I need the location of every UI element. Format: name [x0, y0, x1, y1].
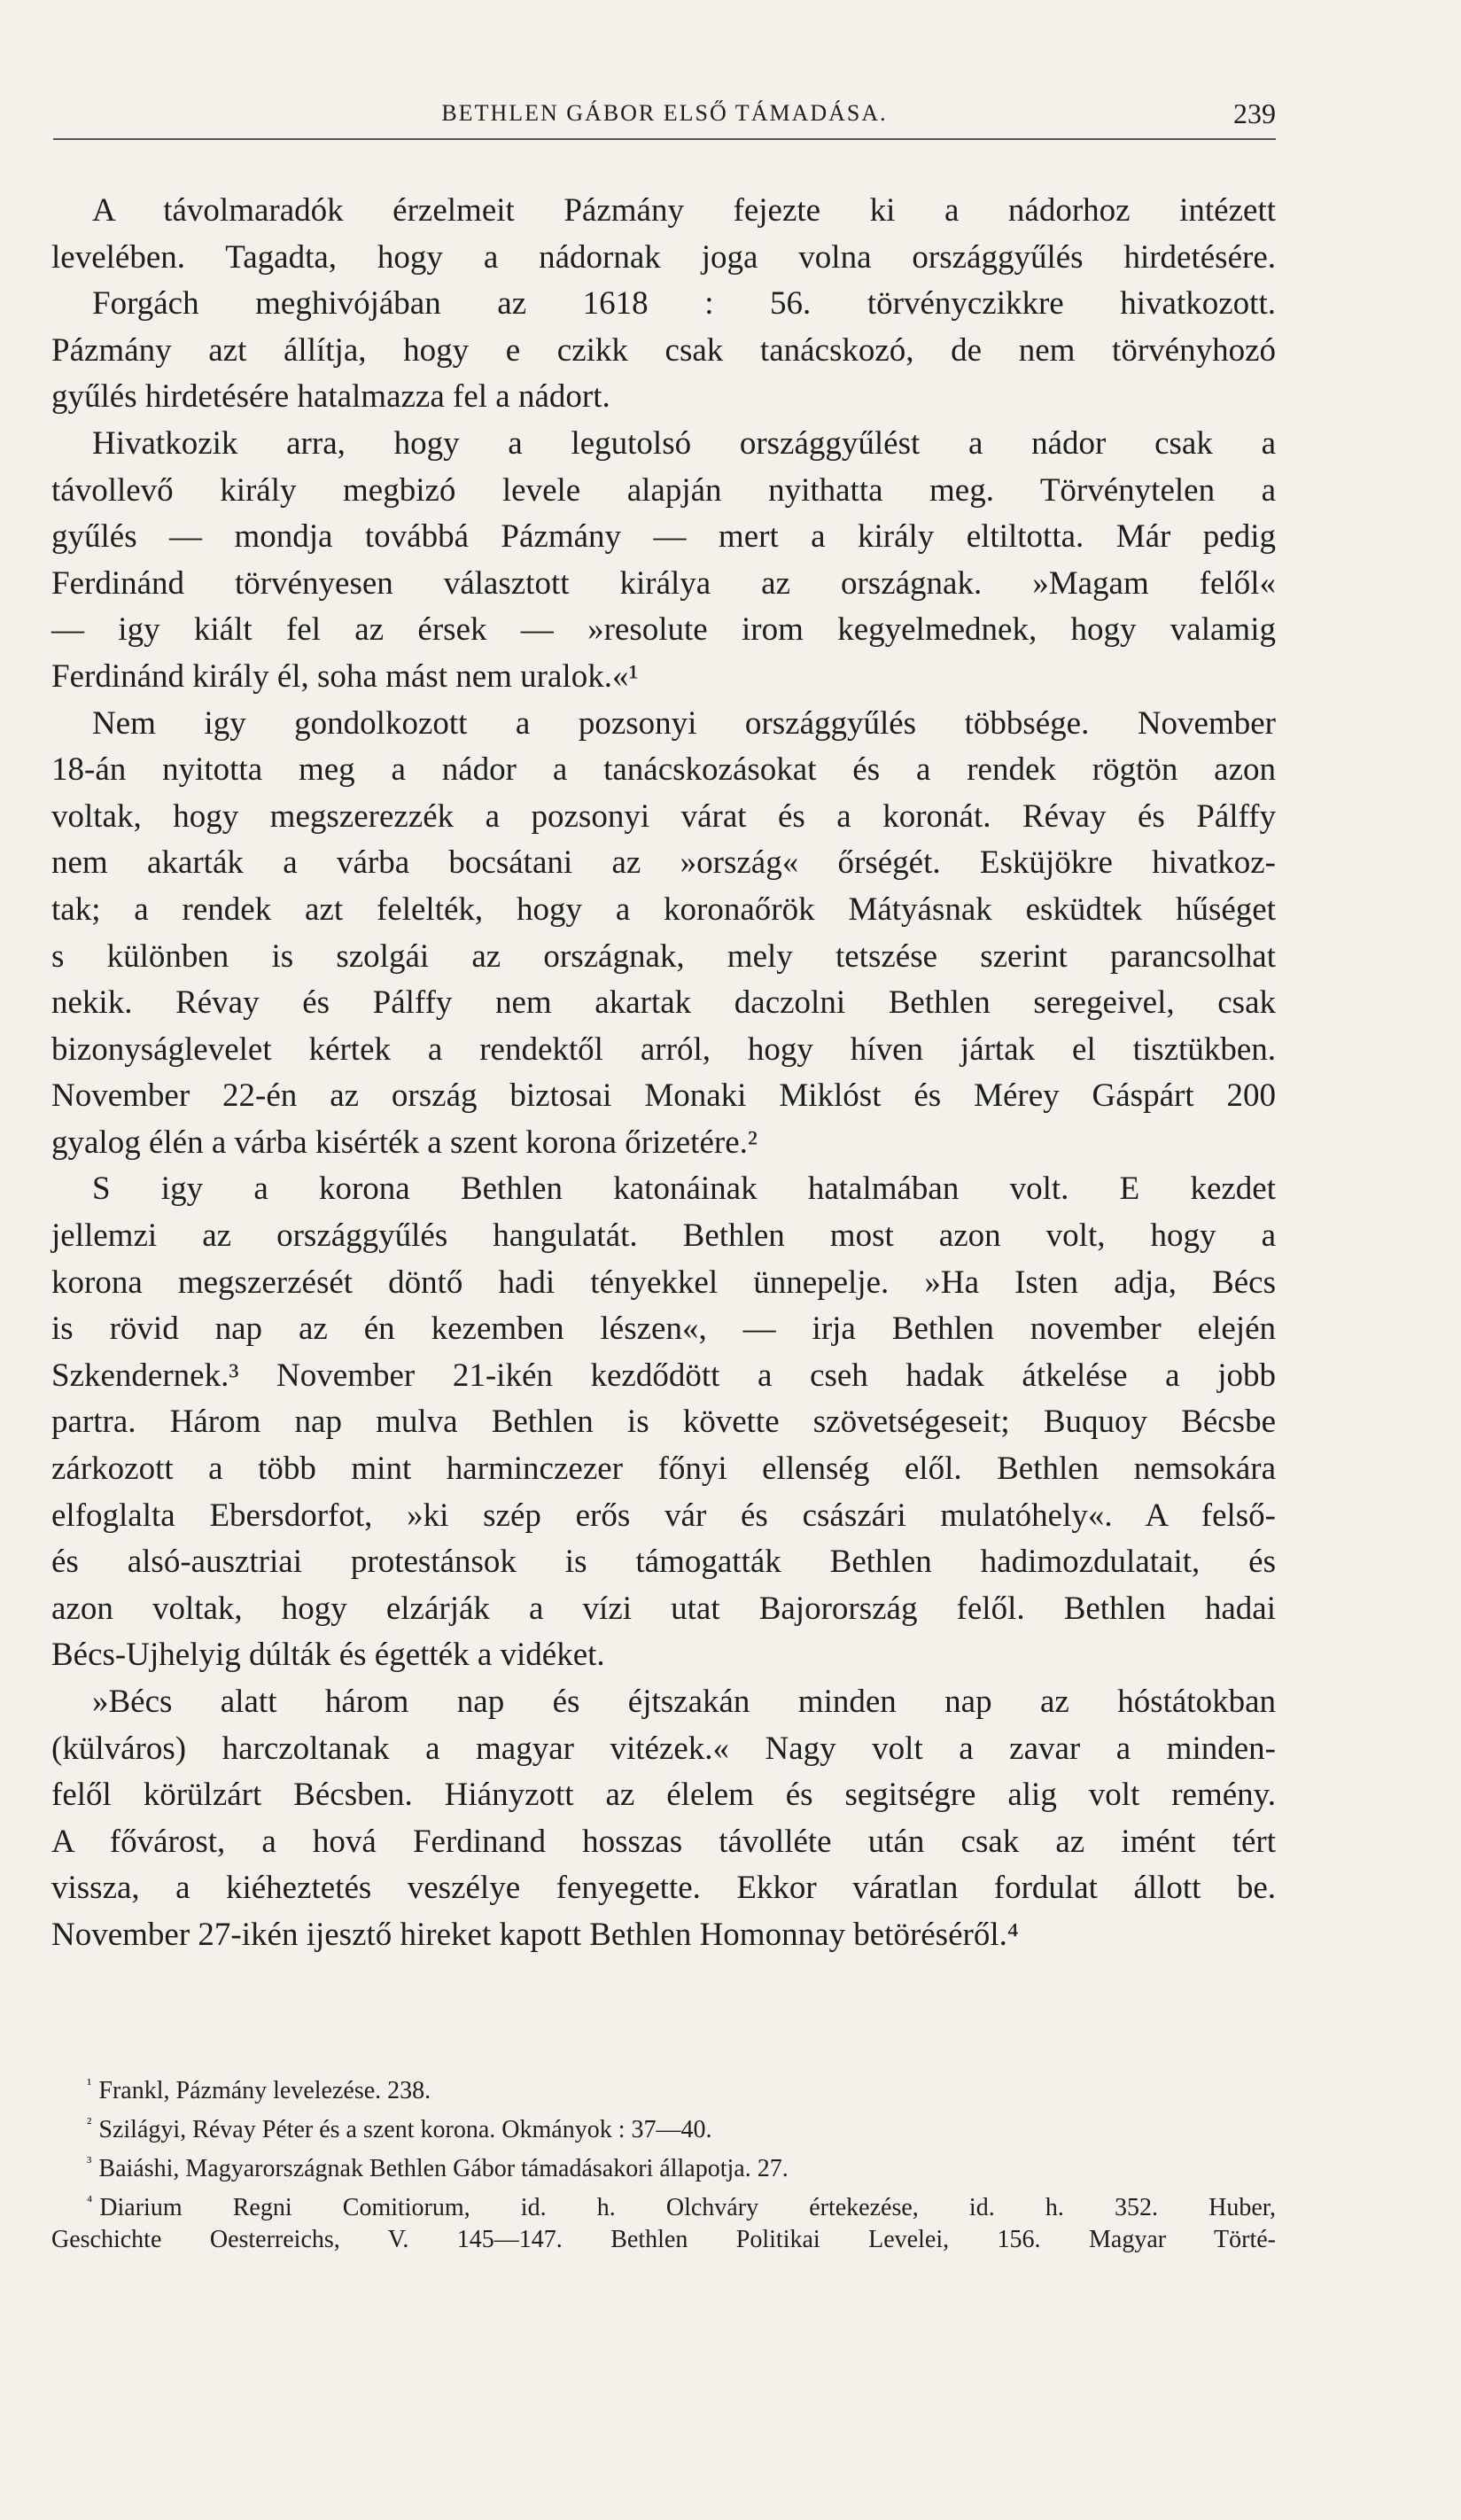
- text-line: A távolmaradók érzelmeit Pázmány fejezte ki a nádorhoz intézett: [92, 192, 1276, 229]
- text-line: November 22-én az ország biztosai Monaki Miklóst és Mérey Gáspárt 200: [51, 1077, 1276, 1115]
- text-line: zárkozott a több mint harminczezer főnyi ellenség elől. Bethlen nemsokára: [51, 1451, 1276, 1488]
- page-number: 239: [1233, 97, 1276, 129]
- text-line: gyalog élén a várba kisérték a szent korona őrizetére.²: [51, 1124, 758, 1161]
- text-line: is rövid nap az én kezemben lészen«, — irja Bethlen november elején: [51, 1311, 1276, 1348]
- text-line: Hivatkozik arra, hogy a legutolsó országgyűlést a nádor csak a: [92, 424, 1276, 462]
- text-line: azon voltak, hogy elzárják a vízi utat Bajorország felől. Bethlen hadai: [51, 1590, 1276, 1627]
- text-line: levelében. Tagadta, hogy a nádornak joga volna országgyűlés hirdetésére.: [51, 238, 1276, 276]
- text-line: tak; a rendek azt felelték, hogy a koronaőrök Mátyásnak esküdtek hűséget: [51, 891, 1276, 928]
- body-text: [51, 188, 1276, 1959]
- text-line: Ferdinánd király él, soha mást nem uralok.«¹: [51, 657, 639, 695]
- footnote-text: Szilágyi, Révay Péter és a szent korona. Okmányok : 37—40.: [98, 2116, 712, 2143]
- text-line: s különben is szolgái az országnak, mely tetszése szerint parancsolhat: [51, 937, 1276, 975]
- text-line: voltak, hogy megszerezzék a pozsonyi várat és a koronát. Révay és Pálffy: [51, 797, 1276, 835]
- footnote: [51, 2221, 1276, 2259]
- footnote-marker: ¹: [87, 2075, 92, 2093]
- footnotes: [51, 2065, 1276, 2259]
- footnote-marker: ³: [87, 2153, 92, 2171]
- text-line: S igy a korona Bethlen katonáinak hatalmában volt. E kezdet: [92, 1171, 1276, 1208]
- text-line: partra. Három nap mulva Bethlen is követte szövetségeseit; Buquoy Bécsbe: [51, 1404, 1276, 1441]
- text-line: felől körülzárt Bécsben. Hiányzott az élelem és segitségre alig volt remény.: [51, 1777, 1276, 1814]
- text-line: Forgách meghivójában az 1618 : 56. törvényczikkre hivatkozott.: [92, 285, 1276, 323]
- footnote-text: Geschichte Oesterreichs, V. 145—147. Bethlen Politikai Levelei, 156. Magyar Törté-: [51, 2226, 1276, 2253]
- text-line: — igy kiált fel az érsek — »resolute irom kegyelmednek, hogy valamig: [51, 611, 1276, 649]
- text-line: és alsó-ausztriai protestánsok is támogatták Bethlen hadimozdulatait, és: [51, 1544, 1276, 1581]
- text-line: gyűlés hirdetésére hatalmazza fel a nádort.: [51, 378, 610, 416]
- text-line: jellemzi az országgyűlés hangulatát. Bethlen most azon volt, hogy a: [51, 1217, 1276, 1255]
- footnote: [51, 2104, 1276, 2143]
- text-line: A fővárost, a hová Ferdinand hosszas távolléte után csak az imént tért: [51, 1823, 1276, 1860]
- text-line: 18-án nyitotta meg a nádor a tanácskozásokat és a rendek rögtön azon: [51, 751, 1276, 789]
- text-line: November 27-ikén ijesztő hireket kapott Bethlen Homonnay betöréséről.⁴: [51, 1916, 1019, 1953]
- footnote-text: Diarium Regni Comitiorum, id. h. Olchváry értekezése, id. h. 352. Huber,: [99, 2194, 1276, 2221]
- footnote: [51, 2143, 1276, 2182]
- text-line: elfoglalta Ebersdorfot, »ki szép erős vár és császári mulatóhely«. A felső-: [51, 1497, 1276, 1534]
- text-line: vissza, a kiéheztetés veszélye fenyegette. Ekkor váratlan fordulat állott be.: [51, 1870, 1276, 1907]
- footnote-text: Frankl, Pázmány levelezése. 238.: [98, 2077, 431, 2104]
- text-line: Ferdinánd törvényesen választott királya az országnak. »Magam felől«: [51, 564, 1276, 602]
- running-head: [53, 96, 1276, 131]
- text-line: Bécs-Ujhelyig dúlták és égették a vidéket.: [51, 1637, 605, 1674]
- text-line: bizonyságlevelet kértek a rendektől arról, hogy híven jártak el tisztükben.: [51, 1031, 1276, 1068]
- text-line: távollevő király megbizó levele alapján nyithatta meg. Törvénytelen a: [51, 471, 1276, 509]
- footnote: [51, 2065, 1276, 2104]
- text-line: korona megszerzését döntő hadi tényekkel ünnepelje. »Ha Isten adja, Bécs: [51, 1264, 1276, 1301]
- running-title: BETHLEN GÁBOR ELSŐ TÁMADÁSA.: [441, 100, 888, 126]
- text-line: Nem igy gondolkozott a pozsonyi országgyűlés többsége. November: [92, 704, 1276, 742]
- text-line: nem akarták a várba bocsátani az »ország« őrségét. Esküjökre hivatkoz-: [51, 844, 1276, 882]
- header-rule: [53, 138, 1276, 140]
- footnote-text: Baiáshi, Magyarországnak Bethlen Gábor támadásakori állapotja. 27.: [98, 2155, 789, 2182]
- footnote-marker: ⁴: [87, 2192, 93, 2210]
- footnote-marker: ²: [87, 2114, 92, 2132]
- text-line: (külváros) harczoltanak a magyar vitézek.« Nagy volt a zavar a minden-: [51, 1730, 1276, 1767]
- text-line: Pázmány azt állítja, hogy e czikk csak tanácskozó, de nem törvényhozó: [51, 331, 1276, 369]
- footnote: [51, 2182, 1276, 2221]
- text-line: Szkendernek.³ November 21-ikén kezdődött a cseh hadak átkelése a jobb: [51, 1357, 1276, 1394]
- text-line: gyűlés — mondja továbbá Pázmány — mert a király eltiltotta. Már pedig: [51, 518, 1276, 556]
- text-line: nekik. Révay és Pálffy nem akartak daczolni Bethlen seregeivel, csak: [51, 984, 1276, 1022]
- text-line: »Bécs alatt három nap és éjtszakán minden nap az hóstátokban: [92, 1684, 1276, 1720]
